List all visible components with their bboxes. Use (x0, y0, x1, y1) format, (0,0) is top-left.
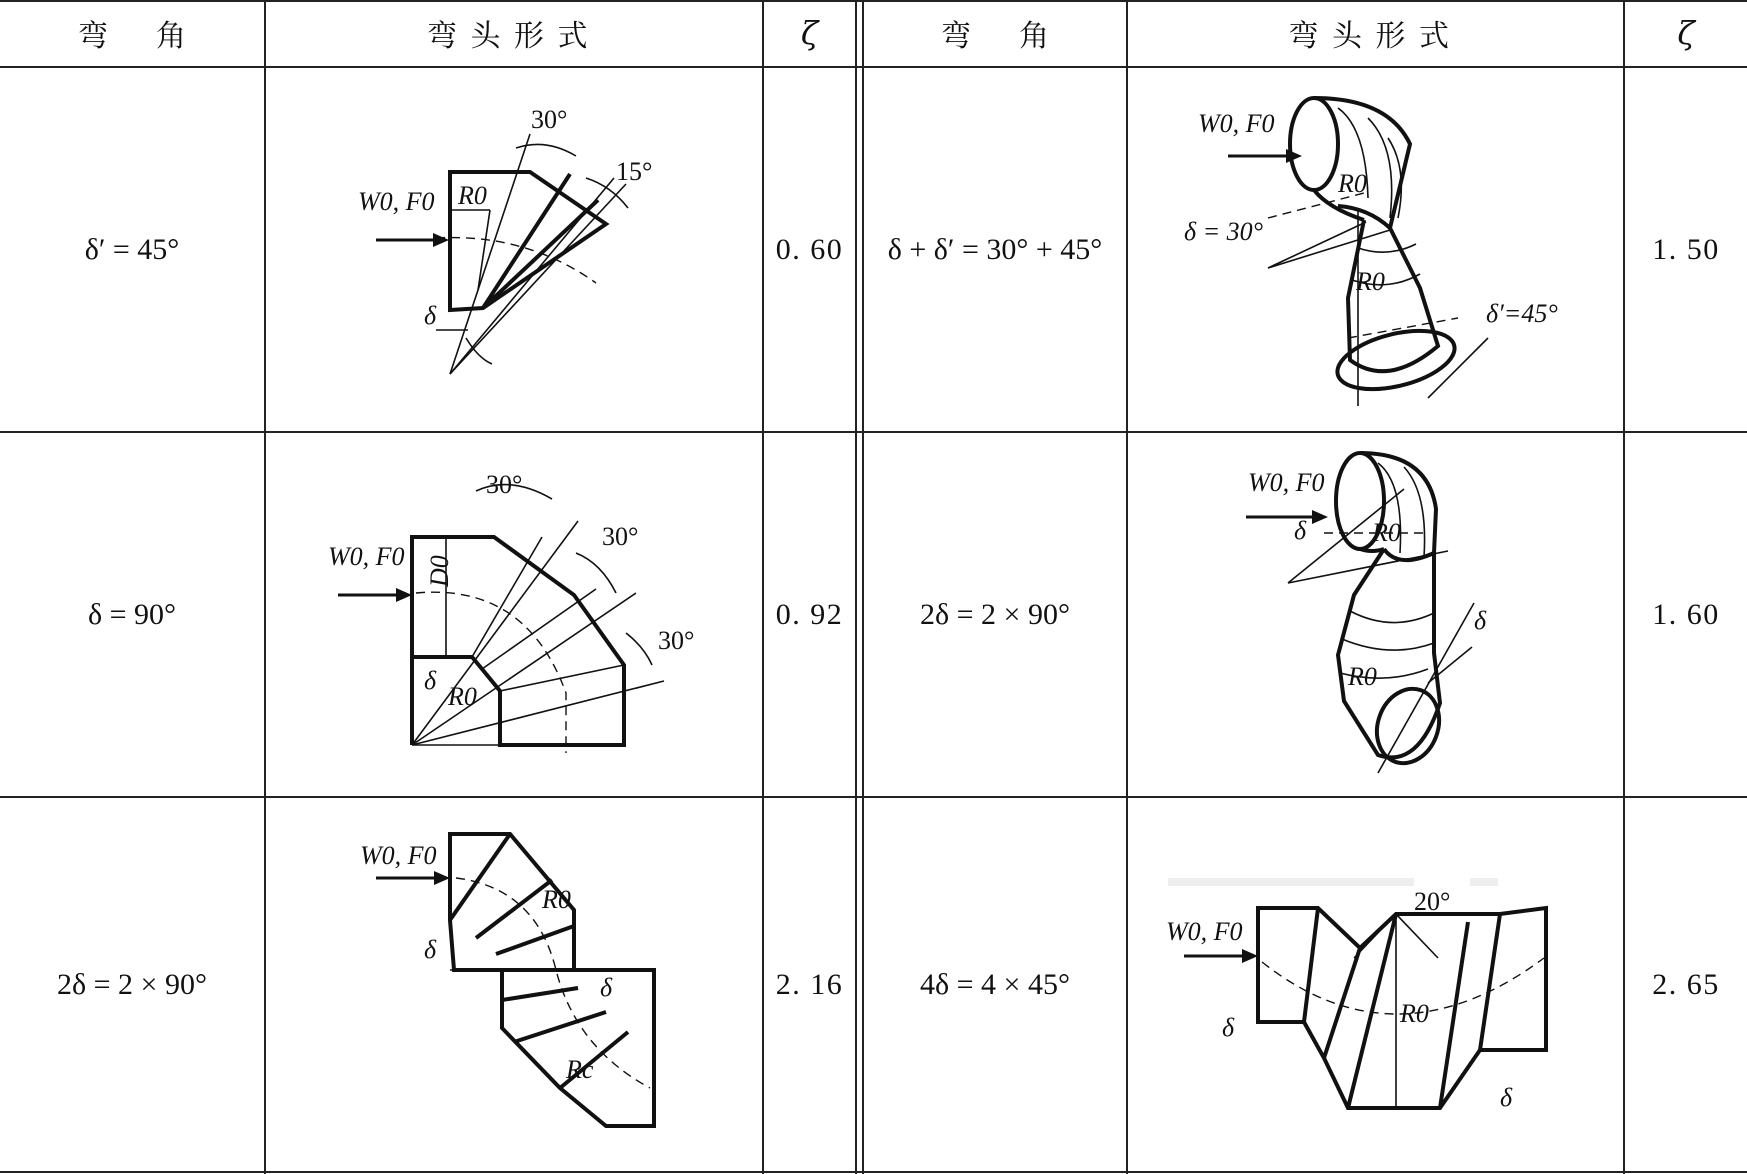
header-angle-right: 弯角 (941, 19, 1097, 54)
label-delta-2: δ (1500, 1083, 1513, 1112)
label-delta-1: δ (1222, 1013, 1235, 1042)
label-flow: W0, F0 (1198, 109, 1275, 138)
label-delta-1: δ (424, 935, 437, 964)
label-radius: R0 (1400, 999, 1429, 1028)
row1-angle-left: δ′ = 45° (84, 232, 180, 266)
label-flow: W0, F0 (358, 187, 435, 216)
label-angle-30b: 30° (602, 522, 639, 551)
label-flow: W0, F0 (1248, 468, 1325, 497)
row3-angle-right: 4δ = 4 × 45° (920, 967, 1070, 1001)
row3-left-s-bend-diagram (266, 798, 762, 1171)
label-delta-prime-45: δ′=45° (1486, 299, 1558, 328)
label-r1: R0 (1372, 518, 1401, 547)
row2-zeta-left: 0. 92 (775, 597, 844, 631)
label-angle-20: 20° (1414, 887, 1451, 916)
label-radius: R0 (458, 181, 487, 210)
header-zeta-left: ζ (800, 14, 819, 52)
label-delta-2: δ (600, 973, 613, 1002)
row3-zeta-right: 2. 65 (1652, 967, 1720, 1001)
label-flow: W0, F0 (328, 542, 405, 571)
label-delta-1: δ (1294, 516, 1307, 545)
col-divider-3a (855, 0, 857, 1174)
label-delta: δ (424, 301, 437, 330)
row2-angle-left: δ = 90° (87, 597, 177, 631)
label-angle-15: 15° (616, 157, 653, 186)
row3-angle-left: 2δ = 2 × 90° (57, 967, 207, 1001)
row2-left-elbow-diagram (266, 433, 762, 796)
header-angle-left: 弯角 (78, 19, 234, 54)
header-form-left: 弯头形式 (427, 19, 601, 54)
label-diam: D0 (425, 555, 454, 587)
row3-zeta-left: 2. 16 (775, 967, 844, 1001)
row1-left-elbow-diagram (266, 68, 762, 431)
row2-angle-right: 2δ = 2 × 90° (920, 597, 1070, 631)
row1-right-3d-elbow-diagram (1128, 68, 1623, 431)
header-form-right: 弯头形式 (1288, 19, 1463, 54)
row1-zeta-right: 1. 50 (1652, 232, 1720, 266)
label-radius: R0 (448, 682, 477, 711)
label-delta-2: δ (1474, 606, 1487, 635)
label-angle-30c: 30° (658, 626, 695, 655)
row1-zeta-left: 0. 60 (775, 232, 844, 266)
label-flow: W0, F0 (1166, 917, 1243, 946)
label-r2: R0 (1356, 267, 1385, 296)
row2-right-3d-elbow-diagram (1128, 433, 1623, 796)
label-angle-30a: 30° (486, 470, 523, 499)
label-r2: R0 (1348, 662, 1377, 691)
label-delta-30: δ = 30° (1184, 217, 1264, 246)
row2-zeta-right: 1. 60 (1652, 597, 1720, 631)
table-border-bottom (0, 1171, 1747, 1173)
row1-angle-right: δ + δ′ = 30° + 45° (887, 232, 1103, 266)
label-angle-30: 30° (531, 105, 568, 134)
lower-bend-outline (502, 970, 654, 1126)
row3-right-wave-bend-diagram (1128, 798, 1623, 1171)
header-zeta-right: ζ (1677, 14, 1695, 52)
label-flow: W0, F0 (360, 841, 437, 870)
label-delta: δ (424, 666, 437, 695)
label-r1: R0 (542, 885, 571, 914)
label-r1: R0 (1338, 169, 1367, 198)
label-r2: Rc (566, 1055, 594, 1084)
